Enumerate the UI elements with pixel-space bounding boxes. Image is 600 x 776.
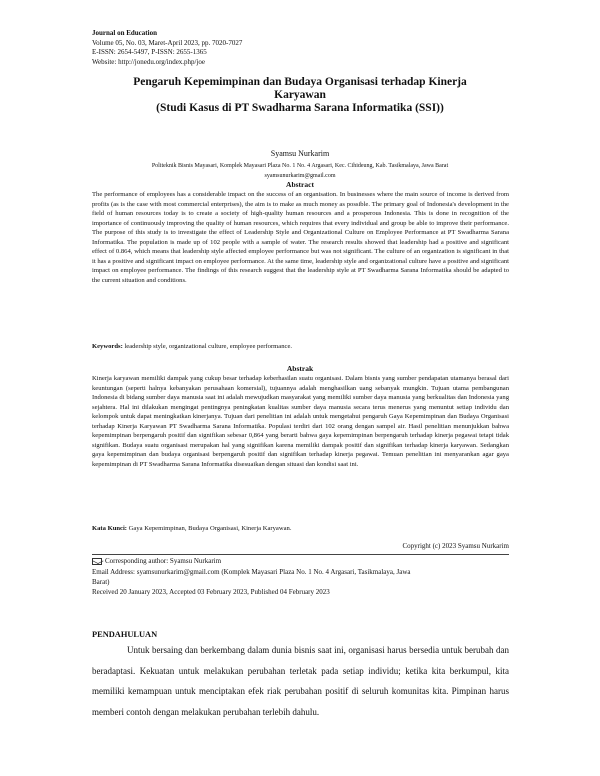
keywords — [92, 343, 292, 350]
kata-kunci-label: Kata Kunci: — [92, 525, 127, 532]
envelope-icon — [92, 558, 102, 565]
paper-title — [100, 76, 500, 115]
author-affiliation — [80, 162, 520, 181]
abstrak-heading: Abstrak — [286, 364, 314, 373]
keywords-text: leadership style, organizational culture, employee performance. — [124, 343, 293, 350]
author-name: Syamsu Nurkarim — [270, 149, 330, 158]
received-dates: Received 20 January 2023, Accepted 03 February 2023, Published 04 February 2023 — [92, 588, 330, 596]
title-line-2: Karyawan — [274, 89, 326, 101]
journal-issn: E-ISSN: 2654-5497, P-ISSN: 2655-1365 — [92, 48, 207, 57]
author-email: syamsunurkarim@gmail.com — [264, 172, 336, 179]
title-line-1: Pengaruh Kepemimpinan dan Budaya Organisasi terhadap Kinerja — [133, 76, 467, 88]
abstrak-text: Kinerja karyawan memiliki dampak yang cukup besar terhadap keberhasilan suatu organisasi. Dalam bisnis yang sumber pendapatan utamanya berasal dari keuntungan (seperti halnya kebanyakan perusahaan komersial), tujuannya adalah menghasilkan uang sebanyak mungkin. Tujuan utama pembangunan Indonesia di bidang sumber daya manusia saat ini adalah mewujudkan masyarakat yang memiliki sumber daya manusia yang berkualitas dan Indonesia yang sejahtera. Hal ini dilakukan mengingat pentingnya peningkatan kualitas sumber daya manusia secara terus menerus yang menuntut setiap individu dan kelompok untuk dapat meningkatkan kinerjanya. Tujuan dari penelitian ini adalah untuk mengetahui pengaruh Gaya Kepemimpinan dan Budaya Organisasi terhadap Kinerja Karyawan PT Swadharma Sarana Informatika. Populasi terdiri dari 102 orang dengan sampel air. Hasil penelitian menunjukkan bahwa kepemimpinan berpengaruh positif dan signifikan sebesar 0,864 yang berarti bahwa gaya kepemimpinan berpengaruh terhadap kinerja pegawai tetapi tidak signifikan. Budaya suatu organisasi merupakan hal yang signifikan karena memiliki dampak positif dan signifikan terhadap kinerja karyawan. Sedangkan gaya kepemimpinan dan budaya organisasi berpengaruh positif dan signifikan terhadap kinerja pegawai. Temuan penelitian ini menyarankan agar gaya kepemimpinan di PT Swadharma Sarana Informatika disesuaikan dengan situasi dan kondisi saat ini. — [92, 375, 509, 468]
kata-kunci-text: Gaya Kepemimpinan, Budaya Organisasi, Kinerja Karyawan. — [128, 525, 292, 532]
section-heading-pendahuluan: PENDAHULUAN — [92, 630, 158, 639]
corresponding-info — [92, 556, 422, 588]
affiliation-text: Politeknik Bisnis Mayasari, Komplek Mayasari Plaza No. 1 No. 4 Argasari, Kec. Cihideung, Kab. Tasikmalaya, Jawa Barat — [151, 163, 449, 169]
corresponding-author: Corresponding author: Syamsu Nurkarim — [105, 557, 222, 565]
journal-header — [92, 29, 242, 67]
copyright: Copyright (c) 2023 Syamsu Nurkarim — [402, 542, 509, 550]
journal-title: Journal on Education — [92, 29, 157, 37]
journal-website: Website: http://jonedu.org/index.php/joe — [92, 57, 206, 66]
corresponding-email: Email Address: syamsunurkarim@gmail.com (Komplek Mayasari Plaza No. 1 No. 4 Argasari, Tasikmalaya, Jawa Barat) — [92, 567, 411, 586]
kata-kunci — [92, 525, 291, 532]
keywords-label: Keywords: — [92, 343, 123, 350]
abstract-heading: Abstract — [286, 180, 314, 189]
intro-paragraph: Untuk bersaing dan berkembang dalam dunia bisnis saat ini, organisasi harus bersedia untuk berubah dan beradaptasi. Kekuatan untuk melakukan perubahan terletak pada setiap individu; ketika kita berkumpul, kita memiliki kemampuan untuk menciptakan efek riak perubahan positif di seluruh komunitas kita. Pimpinan harus memberi contoh dengan melakukan perubahan terlebih dahulu. — [92, 645, 509, 717]
title-line-3: (Studi Kasus di PT Swadharma Sarana Informatika (SSI)) — [156, 102, 444, 114]
abstract-text: The performance of employees has a considerable impact on the success of an organisation. In businesses where the main source of income is derived from profits (as is the case with most commercial enterprises), the aim is to make as much money as possible. The primary goal of Indonesia's development in the field of human resources today is to create a society of high-quality human resources and a prosperous Indonesia. This is done in recognition of the importance of continuously improving the quality of human resources, which requires that every individual and group be able to improve their performance. The purpose of this study is to investigate the effect of Leadership Style and Organizational Culture on Employee Performance at PT Swadharma Sarana Informatika. The population is made up of 102 people with a sample of water. The research results showed that leadership had a positive and significant effect of 0.864, which means that leadership style affected employee performance but was not significant. The culture of an organization is significant in that it has a positive and significant impact on employee performance. At the same time, leadership style and organizational culture have a positive and significant impact on employee performance. The findings of this research suggest that the leadership style at PT Swadharma Sarana Informatika should be adapted to the current situation and conditions. — [92, 191, 509, 284]
journal-volume: Volume 05, No. 03, Maret-April 2023, pp. 7020-7027 — [92, 38, 243, 47]
divider — [92, 554, 509, 555]
